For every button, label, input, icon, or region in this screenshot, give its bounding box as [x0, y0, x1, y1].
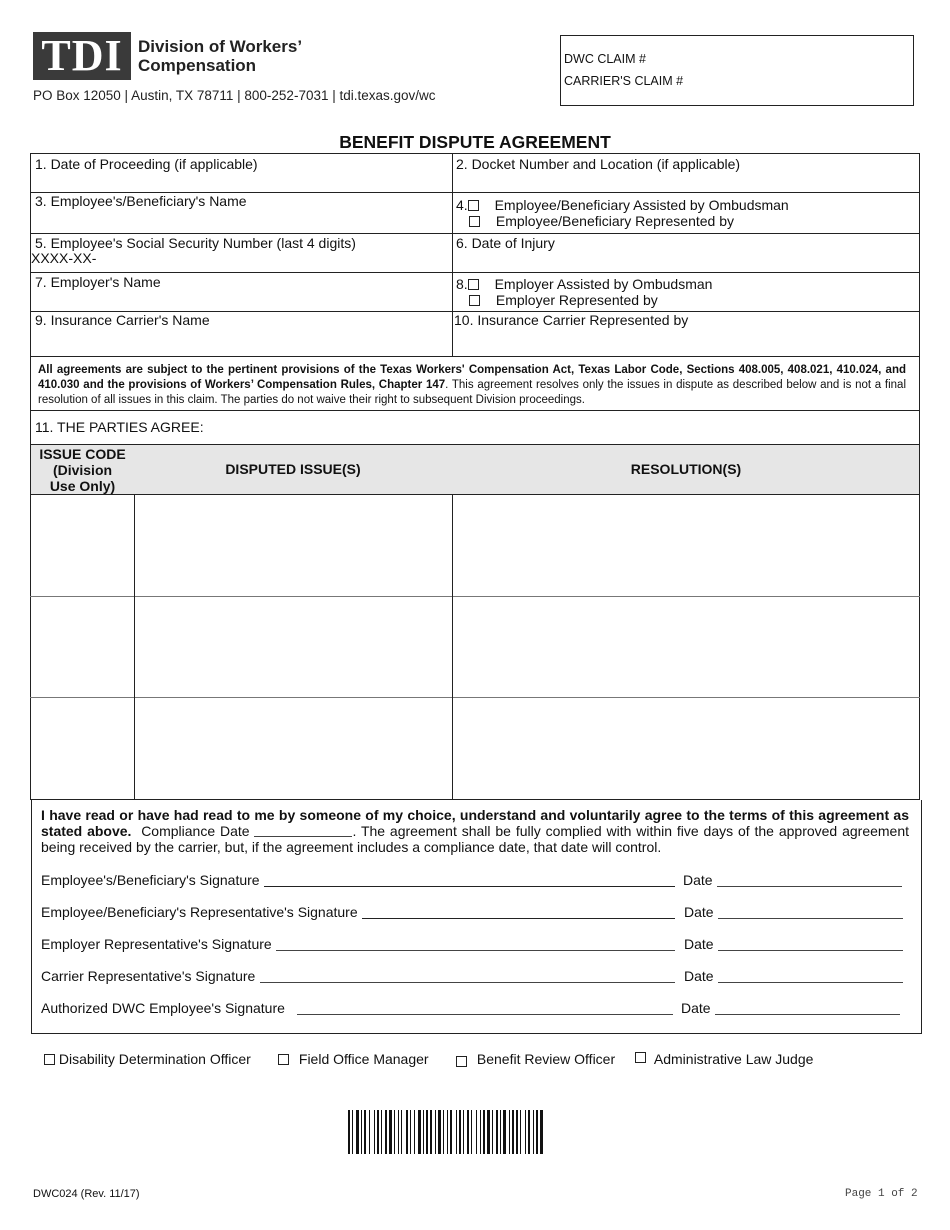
barcode-bar — [398, 1110, 399, 1154]
barcode-bar — [509, 1110, 510, 1154]
barcode-bar — [369, 1110, 370, 1154]
barcode-bar — [438, 1110, 441, 1154]
employee-signature-label: Employee's/Beneficiary's Signature — [41, 872, 260, 888]
disputed-issue-cell[interactable] — [135, 495, 451, 595]
fom-label: Field Office Manager — [298, 1051, 429, 1067]
employer-represented-group — [469, 292, 658, 308]
disputed-issues-header: DISPUTED ISSUE(S) — [225, 461, 361, 477]
barcode-bar — [361, 1110, 362, 1154]
barcode-bar — [401, 1110, 402, 1154]
barcode-bar — [512, 1110, 514, 1154]
carrier-rep-signature-line[interactable] — [260, 982, 675, 983]
resolutions-header: RESOLUTION(S) — [630, 461, 742, 477]
division-line-1: Division of Workers’ — [138, 37, 303, 56]
legal-notice-rest: . This agreement resolves only the issues in dispute as described below and is not a final resolution of all issues in this claim. The parties do not waive their right to subsequent Division proceedings. — [38, 379, 906, 406]
issue-code-cell[interactable] — [32, 698, 133, 799]
ssn-value: XXXX-XX- — [31, 250, 97, 266]
agreement-bold: I have read or have had read to me by someone of my choice, understand and voluntarily agree to the terms of this agreement as stated above. — [41, 807, 909, 839]
barcode-bar — [471, 1110, 472, 1154]
form-title: BENEFIT DISPUTE AGREEMENT — [339, 132, 611, 152]
barcode-bar — [423, 1110, 424, 1154]
barcode-bar — [459, 1110, 461, 1154]
date-of-proceeding-label: 1. Date of Proceeding (if applicable) — [35, 156, 258, 172]
column-divider — [452, 153, 453, 356]
agreement-rest: . The agreement shall be fully complied with within five days of the approved agreement being received by the carrier, but, if the agreement includes a compliance date, that date will control. — [41, 823, 910, 855]
employer-represented-checkbox[interactable] — [469, 295, 480, 306]
issue-code-cell[interactable] — [32, 597, 133, 696]
barcode-bar — [389, 1110, 392, 1154]
barcode-bar — [418, 1110, 421, 1154]
officer-option-ddo — [44, 1051, 251, 1067]
employee-assistance-group — [456, 197, 789, 213]
barcode-bar — [381, 1110, 382, 1154]
barcode-bar — [348, 1110, 350, 1154]
dwc-employee-signature-label: Authorized DWC Employee's Signature — [41, 1000, 285, 1016]
issue-code-header — [31, 446, 134, 494]
barcode-bar — [516, 1110, 518, 1154]
employee-date-line[interactable] — [717, 886, 902, 887]
barcode-bar — [536, 1110, 538, 1154]
date-label: Date — [683, 872, 713, 888]
barcode-bar — [406, 1110, 408, 1154]
employer-rep-signature-label: Employer Representative's Signature — [41, 936, 272, 952]
dwc-claim-label: DWC CLAIM # — [564, 52, 646, 66]
barcode-bar — [525, 1110, 526, 1154]
ddo-label: Disability Determination Officer — [58, 1051, 251, 1067]
barcode-bar — [503, 1110, 506, 1154]
resolution-cell[interactable] — [453, 597, 919, 696]
alj-label: Administrative Law Judge — [653, 1051, 814, 1067]
division-name — [138, 37, 302, 75]
form-number: DWC024 (Rev. 11/17) — [33, 1188, 140, 1200]
row-divider — [30, 233, 920, 234]
employee-signature-line[interactable] — [264, 886, 675, 887]
carrier-name-label: 9. Insurance Carrier's Name — [35, 312, 210, 328]
agreement-statement — [41, 807, 909, 855]
field-8-number: 8. — [456, 276, 468, 292]
resolution-cell[interactable] — [453, 698, 919, 799]
row-divider — [30, 272, 920, 273]
barcode-bar — [450, 1110, 452, 1154]
compliance-date-field[interactable] — [254, 825, 352, 837]
officer-option-fom — [278, 1051, 429, 1067]
barcode — [348, 1110, 602, 1154]
barcode-bar — [480, 1110, 481, 1154]
barcode-bar — [426, 1110, 428, 1154]
officer-option-bro — [456, 1051, 615, 1067]
barcode-bar — [540, 1110, 543, 1154]
employee-rep-date-line[interactable] — [718, 918, 903, 919]
barcode-bar — [443, 1110, 444, 1154]
barcode-bar — [414, 1110, 415, 1154]
dwc-employee-date-line[interactable] — [715, 1014, 900, 1015]
employer-ombudsman-label: Employer Assisted by Ombudsman — [494, 276, 713, 292]
issue-code-header-line3: Use Only) — [49, 478, 116, 494]
barcode-bar — [520, 1110, 521, 1154]
date-label: Date — [684, 936, 714, 952]
barcode-bar — [410, 1110, 411, 1154]
date-label: Date — [684, 968, 714, 984]
compliance-date-label: Compliance Date — [141, 823, 250, 839]
employee-represented-checkbox[interactable] — [469, 216, 480, 227]
legal-notice-bold: All agreements are subject to the pertinent provisions of the Texas Workers' Compensation Act, Texas Labor Code, Sections 408.005, 408.021, 410.024, and 410.030 and the provisions of Workers’ Compensation Rules, Chapter 147 — [38, 364, 906, 391]
employer-rep-date-line[interactable] — [718, 950, 903, 951]
barcode-bar — [500, 1110, 501, 1154]
issue-code-header-line2: (Division — [52, 462, 113, 478]
bro-label: Benefit Review Officer — [476, 1051, 616, 1067]
issue-code-cell[interactable] — [32, 495, 133, 595]
page-number: Page 1 of 2 — [845, 1188, 918, 1200]
barcode-bar — [435, 1110, 436, 1154]
barcode-bar — [492, 1110, 493, 1154]
alj-checkbox[interactable] — [635, 1052, 646, 1063]
officer-option-alj — [635, 1051, 813, 1067]
tdi-logo: TDI — [33, 32, 131, 80]
employee-rep-signature-line[interactable] — [362, 918, 675, 919]
barcode-bar — [356, 1110, 359, 1154]
row-divider — [30, 356, 920, 357]
barcode-bar — [374, 1110, 375, 1154]
employer-rep-signature-line[interactable] — [276, 950, 675, 951]
date-label: Date — [681, 1000, 711, 1016]
barcode-bar — [352, 1110, 353, 1154]
carrier-claim-label: CARRIER'S CLAIM # — [564, 74, 684, 88]
date-label: Date — [684, 904, 714, 920]
ssn-label: 5. Employee's Social Security Number (last 4 digits) — [35, 235, 356, 251]
ddo-checkbox[interactable] — [44, 1054, 55, 1065]
barcode-bar — [533, 1110, 534, 1154]
employer-name-label: 7. Employer's Name — [35, 274, 161, 290]
issue-code-header-line1: ISSUE CODE — [39, 446, 126, 462]
parties-agree-label: 11. THE PARTIES AGREE: — [35, 419, 204, 435]
barcode-bar — [463, 1110, 464, 1154]
employer-ombudsman-checkbox[interactable] — [468, 279, 479, 290]
claim-number-box — [560, 35, 914, 106]
employee-ombudsman-checkbox[interactable] — [468, 200, 479, 211]
barcode-bar — [447, 1110, 448, 1154]
docket-number-label: 2. Docket Number and Location (if applicable) — [456, 156, 741, 172]
barcode-bar — [394, 1110, 395, 1154]
employer-assistance-group — [456, 276, 712, 292]
employee-name-label: 3. Employee's/Beneficiary's Name — [35, 193, 247, 209]
barcode-bar — [364, 1110, 366, 1154]
barcode-bar — [496, 1110, 498, 1154]
division-line-2: Compensation — [138, 56, 257, 75]
bro-checkbox[interactable] — [456, 1056, 467, 1067]
barcode-bar — [377, 1110, 379, 1154]
carrier-rep-date-line[interactable] — [718, 982, 903, 983]
fom-checkbox[interactable] — [278, 1054, 289, 1065]
employer-represented-label: Employer Represented by — [495, 292, 658, 308]
barcode-bar — [430, 1110, 432, 1154]
barcode-bar — [456, 1110, 457, 1154]
barcode-bar — [487, 1110, 490, 1154]
carrier-represented-label: 10. Insurance Carrier Represented by — [454, 312, 689, 328]
barcode-bar — [476, 1110, 477, 1154]
barcode-bar — [467, 1110, 469, 1154]
resolution-cell[interactable] — [453, 495, 919, 595]
barcode-bar — [528, 1110, 530, 1154]
carrier-rep-signature-label: Carrier Representative's Signature — [41, 968, 256, 984]
field-4-number: 4. — [456, 197, 468, 213]
address-line: PO Box 12050 | Austin, TX 78711 | 800-252-7031 | tdi.texas.gov/wc — [33, 88, 436, 103]
employee-ombudsman-label: Employee/Beneficiary Assisted by Ombudsman — [494, 197, 789, 213]
barcode-bar — [385, 1110, 387, 1154]
employee-represented-label: Employee/Beneficiary Represented by — [495, 213, 735, 229]
disputed-issue-cell[interactable] — [135, 597, 451, 696]
row-divider — [30, 410, 920, 411]
date-of-injury-label: 6. Date of Injury — [456, 235, 555, 251]
legal-notice — [38, 363, 906, 408]
disputed-issue-cell[interactable] — [135, 698, 451, 799]
employee-represented-group — [469, 213, 734, 229]
employee-rep-signature-label: Employee/Beneficiary's Representative's Signature — [41, 904, 358, 920]
dwc-employee-signature-line[interactable] — [297, 1014, 673, 1015]
barcode-bar — [483, 1110, 485, 1154]
